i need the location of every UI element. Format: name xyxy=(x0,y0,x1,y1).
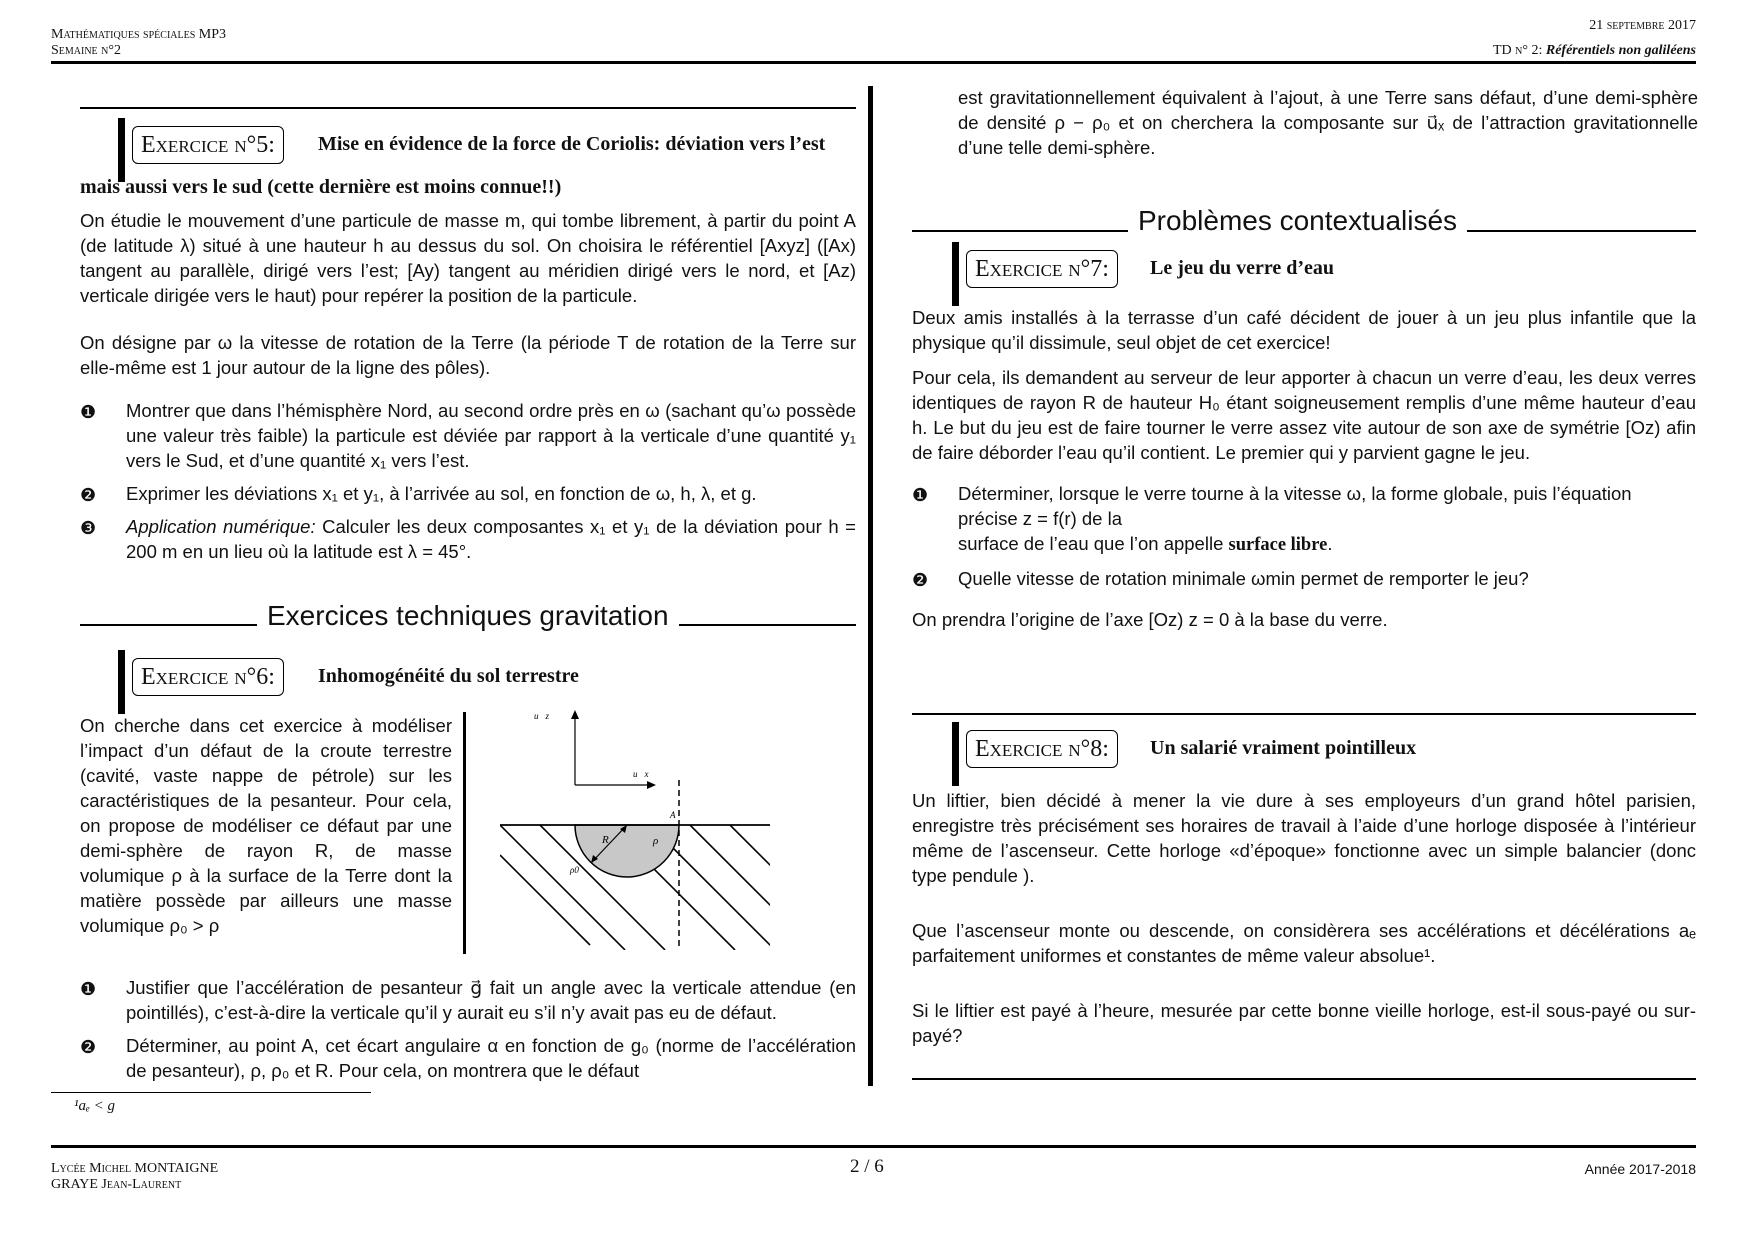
ex6-title: Inhomogénéité du sol terrestre xyxy=(318,665,579,687)
ex6-intro xyxy=(80,713,452,948)
ex6-q2-number: ❷ xyxy=(80,1037,97,1057)
defect-hemisphere xyxy=(575,825,679,877)
ex6-heading-bar xyxy=(118,650,125,714)
ex7-title: Le jeu du verre d’eau xyxy=(1150,257,1335,279)
ex6-figure-separator xyxy=(463,712,466,954)
ex5-top-rule xyxy=(80,107,856,109)
ex5-paragraph-2: On désigne par ω la vitesse de rotation de la Terre (la période T de rotation de la Terre sur elle-même est 1 jour autour de la ligne des pôles). xyxy=(80,332,856,378)
ex7-body xyxy=(912,305,1696,642)
ex8-label: Exercice n°8: xyxy=(966,730,1118,768)
footnote-rule xyxy=(51,1092,371,1093)
ex7-heading-bar xyxy=(952,242,959,306)
ex8-body xyxy=(912,788,1696,1058)
ex5-q2-text: Exprimer les déviations x₁ et y₁, à l’arrivée au sol, en fonction de ω, h, λ, et g. xyxy=(126,483,757,504)
ex8-heading xyxy=(952,722,1692,768)
point-a-label: A xyxy=(670,810,676,820)
header-td xyxy=(1493,42,1696,59)
radius-label: R xyxy=(602,834,609,846)
header-td-prefix: TD n° 2: xyxy=(1493,43,1546,58)
ex8-paragraph-2: Que l’ascenseur monte ou descende, on considèrera ses accélérations et décélérations aₑ parfaitement uniformes et constantes de même valeur absolue¹. xyxy=(912,920,1696,966)
footnote: ¹aₑ < g xyxy=(74,1098,116,1114)
ex8-paragraph-1: Un liftier, bien décidé à mener la vie dure à ses employeurs d’un grand hôtel parisien, enregistre très précisément ses horaires de travail à l’aide d’une horloge disposée à l’intérieur même de l’ascenseur. Cette horloge «d’époque» fonctionne avec un simple balancier (donc type pendule ). xyxy=(912,790,1696,886)
ex5-q3-text: Calculer les deux composantes x₁ et y₁ de la déviation pour h = 200 m en un lieu où la latitude est λ = 45°. xyxy=(126,516,856,562)
ex6-intro-text: On cherche dans cet exercice à modéliser l’impact d’un défaut de la croute terrestre (cavité, vaste nappe de pétrole) sur les caractéristiques de la pesanteur. Pour cela, on propose de modéliser ce défaut par une demi-sphère de rayon R, de masse volumique ρ à la surface de la Terre dont la matière possède par ailleurs une masse volumique ρ₀ > ρ xyxy=(80,715,452,936)
uz-label: u⃗z xyxy=(534,711,550,721)
ex5-q2-number: ❷ xyxy=(80,485,97,505)
ex5-title: Mise en évidence de la force de Coriolis: déviation vers l’est xyxy=(318,133,826,155)
ex6-figure xyxy=(490,705,775,950)
ex7-label: Exercice n°7: xyxy=(966,250,1118,288)
ex7-q1-text-a: Déterminer, lorsque le verre tourne à la vitesse ω, la forme globale, puis l’équation précise z = f(r) de la xyxy=(958,483,1632,529)
ex7-q1-end: . xyxy=(1327,533,1333,554)
rho-label: ρ xyxy=(653,835,659,847)
ex6-heading xyxy=(118,650,858,696)
ex6-question-1 xyxy=(80,975,856,1025)
footer-school: Lycée Michel MONTAIGNE xyxy=(51,1161,219,1176)
rho0-label: ρ0 xyxy=(570,865,579,875)
ex8-paragraph-3: Si le liftier est payé à l’heure, mesurée par cette bonne vieille horloge, est-il sous-payé ou sur-payé? xyxy=(912,1000,1696,1046)
ex5-q3-number: ❸ xyxy=(80,518,97,538)
header-course: Mathématiques spéciales MP3 xyxy=(51,27,227,42)
ex5-title-cont: mais aussi vers le sud (cette dernière est moins connue!!) xyxy=(80,176,562,198)
ux-label: u⃗x xyxy=(633,769,649,779)
ex6-q2-text: Déterminer, au point A, cet écart angulaire α en fonction de g₀ (norme de l’accélération de pesanteur), ρ, ρ₀ et R. Pour cela, on montrera que le défaut xyxy=(126,1035,856,1081)
ex7-q1-bold: surface libre xyxy=(1228,535,1328,555)
ex7-paragraph-3: On prendra l’origine de l’axe [Oz) z = 0 à la base du verre. xyxy=(912,609,1388,630)
footer-author: GRAYE Jean-Laurent xyxy=(51,1177,182,1192)
section2-title: Problèmes contextualisés xyxy=(1128,205,1467,237)
ex6-label: Exercice n°6: xyxy=(132,658,284,696)
ex6-question-2 xyxy=(80,1033,856,1083)
ex8-top-rule xyxy=(912,713,1696,715)
ex6-questions xyxy=(80,975,856,1091)
header-td-title: Référentiels non galiléens xyxy=(1545,43,1696,58)
ex7-paragraph-1: Deux amis installés à la terrasse d’un café décident de jouer à un jeu plus infantile que la physique qu’il dissimule, seul objet de cet exercice! xyxy=(912,307,1696,353)
ex5-heading-bar xyxy=(118,118,125,182)
header-date: 21 septembre 2017 xyxy=(1589,18,1696,33)
ex7-heading xyxy=(952,242,1692,288)
header-week: Semaine n°2 xyxy=(51,43,121,58)
ex5-heading xyxy=(118,118,858,164)
section1-title: Exercices techniques gravitation xyxy=(257,600,679,632)
ex5-label: Exercice n°5: xyxy=(132,126,284,164)
ex5-paragraph-1: On étudie le mouvement d’une particule de masse m, qui tombe librement, à partir du point A (de latitude λ) situé à une hauteur h au dessus du sol. On choisira le référentiel [Axyz] ([Ax) tangent au parallèle, dirigé vers l’est; [Ay) tangent au méridien dirigé vers le nord, et [Az) verticale dirigée vers le haut) pour repérer la position de la particule. xyxy=(80,210,856,306)
uz-arrowhead xyxy=(571,710,579,719)
ex8-bottom-rule xyxy=(912,1078,1696,1080)
footer-page-number: 2 / 6 xyxy=(850,1156,884,1177)
ex7-question-2 xyxy=(912,566,1696,591)
ex6-cont-text: est gravitationnellement équivalent à l’ajout, à une Terre sans défaut, d’une demi-sphère de densité ρ − ρ₀ et on cherchera la composante sur u⃗ₓ de l’attraction gravitationnelle d’une telle demi-sphère. xyxy=(958,87,1698,158)
ex7-q2-text: Quelle vitesse de rotation minimale ωmin permet de remporter le jeu? xyxy=(958,568,1529,589)
column-separator xyxy=(868,86,873,1086)
ex5-body xyxy=(80,208,856,572)
ex5-q1-number: ❶ xyxy=(80,402,97,422)
ex7-paragraph-2: Pour cela, ils demandent au serveur de leur apporter à chacun un verre d’eau, les deux verres identiques de rayon R de hauteur H₀ étant soigneusement remplis d’une même hauteur d’eau h. Le but du jeu est de faire tourner le verre assez vite autour de son axe de symétrie [Oz) afin de faire déborder l’eau qu’il contient. Le premier qui y parvient gagne le jeu. xyxy=(912,367,1696,463)
ex5-question-2 xyxy=(80,481,856,506)
ex7-question-1 xyxy=(912,481,1696,558)
header-rule xyxy=(51,61,1696,64)
footer-year: Année 2017-2018 xyxy=(1584,1161,1696,1177)
ex5-q3-lead: Application numérique: xyxy=(126,516,316,537)
ex5-question-3 xyxy=(80,514,856,564)
ex7-q1-number: ❶ xyxy=(912,485,929,505)
ex6-q1-text: Justifier que l’accélération de pesanteur g⃗ fait un angle avec la verticale attendue (en pointillés), c’est-à-dire la verticale qu’il y aurait eu s’il n’y avait pas eu de défaut. xyxy=(126,977,856,1023)
ex6-continuation xyxy=(958,85,1698,170)
ex6-q1-number: ❶ xyxy=(80,979,97,999)
ex5-q1-text: Montrer que dans l’hémisphère Nord, au second ordre près en ω (sachant qu’ω possède une valeur très faible) la particule est déviée par rapport à la verticale d’une quantité y₁ vers le Sud, et d’une quantité x₁ vers l’est. xyxy=(126,400,856,471)
ex7-q2-number: ❷ xyxy=(912,570,929,590)
footer-rule xyxy=(51,1145,1696,1148)
ux-arrowhead xyxy=(647,781,656,789)
ex7-q1-text-b: surface de l’eau que l’on appelle xyxy=(958,533,1229,554)
ex8-heading-bar xyxy=(952,722,959,786)
ex8-title: Un salarié vraiment pointilleux xyxy=(1150,737,1417,759)
ex5-question-1 xyxy=(80,398,856,473)
